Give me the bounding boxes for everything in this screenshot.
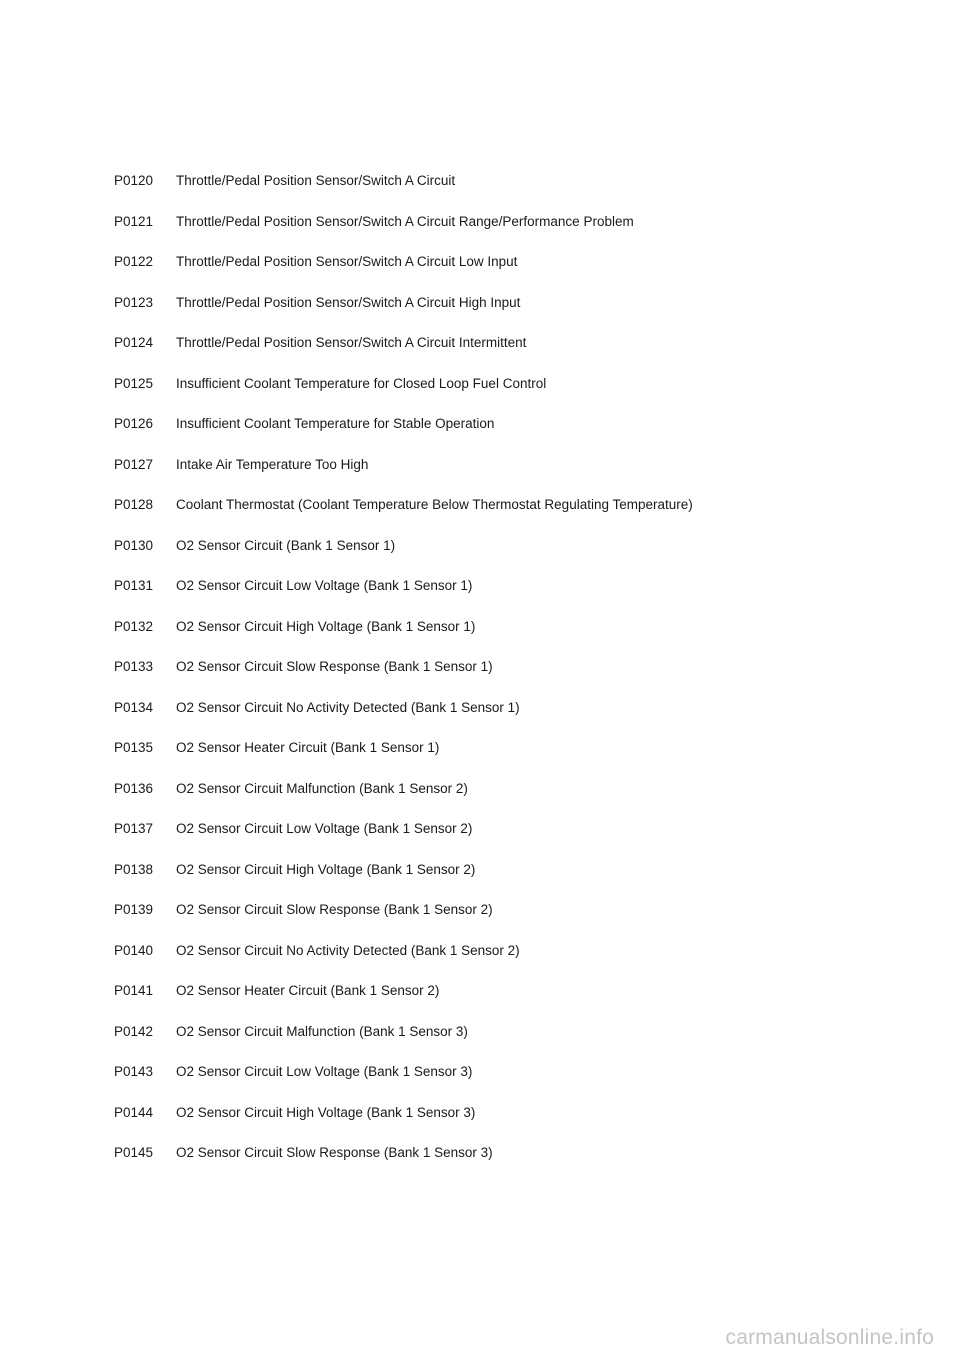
dtc-description: O2 Sensor Circuit Low Voltage (Bank 1 Sensor 3) <box>176 1064 473 1079</box>
dtc-code: P0124 <box>114 335 154 350</box>
dtc-code: P0138 <box>114 861 154 877</box>
dtc-code: P0139 <box>114 902 154 917</box>
list-item <box>114 940 874 981</box>
dtc-description: O2 Sensor Circuit (Bank 1 Sensor 1) <box>176 537 396 553</box>
dtc-code: P0130 <box>114 537 154 553</box>
dtc-code: P0142 <box>114 1023 154 1039</box>
dtc-description: Insufficient Coolant Temperature for Stable Operation <box>176 416 495 431</box>
dtc-code: P0132 <box>114 618 154 634</box>
list-item <box>114 818 874 859</box>
dtc-description: Coolant Thermostat (Coolant Temperature Below Thermostat Regulating Temperature) <box>176 497 693 512</box>
list-item <box>114 778 874 819</box>
dtc-description: O2 Sensor Circuit Malfunction (Bank 1 Sensor 3) <box>176 1023 468 1039</box>
list-item <box>114 454 874 495</box>
dtc-code: P0127 <box>114 456 154 472</box>
dtc-code: P0145 <box>114 1145 154 1160</box>
dtc-code-list <box>114 170 874 1183</box>
dtc-description: O2 Sensor Circuit Low Voltage (Bank 1 Sensor 2) <box>176 821 473 836</box>
dtc-code: P0143 <box>114 1064 154 1079</box>
dtc-description: O2 Sensor Circuit Slow Response (Bank 1 Sensor 2) <box>176 902 493 917</box>
list-item <box>114 859 874 900</box>
dtc-code: P0131 <box>114 578 154 593</box>
list-item <box>114 737 874 778</box>
list-item <box>114 616 874 657</box>
dtc-code: P0140 <box>114 942 154 958</box>
list-item <box>114 170 874 211</box>
dtc-code: P0126 <box>114 416 154 431</box>
list-item <box>114 899 874 940</box>
list-item <box>114 211 874 252</box>
dtc-code: P0136 <box>114 780 154 796</box>
list-item <box>114 1142 874 1183</box>
list-item <box>114 535 874 576</box>
list-item <box>114 332 874 373</box>
list-item <box>114 1021 874 1062</box>
dtc-code: P0122 <box>114 254 154 269</box>
dtc-code: P0137 <box>114 821 154 836</box>
dtc-description: O2 Sensor Heater Circuit (Bank 1 Sensor 2) <box>176 983 440 998</box>
dtc-code: P0125 <box>114 375 154 391</box>
dtc-description: Insufficient Coolant Temperature for Closed Loop Fuel Control <box>176 375 547 391</box>
dtc-description: O2 Sensor Circuit No Activity Detected (Bank 1 Sensor 1) <box>176 699 520 715</box>
dtc-description: O2 Sensor Heater Circuit (Bank 1 Sensor 1) <box>176 740 440 755</box>
list-item <box>114 980 874 1021</box>
dtc-description: Throttle/Pedal Position Sensor/Switch A Circuit High Input <box>176 294 521 310</box>
dtc-code: P0133 <box>114 659 154 674</box>
dtc-description: Throttle/Pedal Position Sensor/Switch A Circuit <box>176 173 456 188</box>
list-item <box>114 1102 874 1143</box>
dtc-description: Throttle/Pedal Position Sensor/Switch A Circuit Range/Performance Problem <box>176 213 634 229</box>
watermark-text: carmanualsonline.info <box>725 1326 934 1349</box>
dtc-code: P0144 <box>114 1104 154 1120</box>
list-item <box>114 1061 874 1102</box>
list-item <box>114 494 874 535</box>
dtc-code: P0128 <box>114 497 154 512</box>
dtc-description: Throttle/Pedal Position Sensor/Switch A Circuit Intermittent <box>176 335 527 350</box>
dtc-description: O2 Sensor Circuit Slow Response (Bank 1 Sensor 1) <box>176 659 493 674</box>
dtc-description: Intake Air Temperature Too High <box>176 456 369 472</box>
dtc-code: P0123 <box>114 294 154 310</box>
dtc-description: O2 Sensor Circuit High Voltage (Bank 1 Sensor 3) <box>176 1104 476 1120</box>
dtc-code: P0121 <box>114 213 154 229</box>
list-item <box>114 251 874 292</box>
list-item <box>114 292 874 333</box>
dtc-code: P0120 <box>114 173 154 188</box>
dtc-description: O2 Sensor Circuit No Activity Detected (Bank 1 Sensor 2) <box>176 942 520 958</box>
list-item <box>114 697 874 738</box>
list-item <box>114 413 874 454</box>
list-item <box>114 373 874 414</box>
dtc-code: P0141 <box>114 983 154 998</box>
dtc-code: P0134 <box>114 699 154 715</box>
dtc-description: Throttle/Pedal Position Sensor/Switch A Circuit Low Input <box>176 254 518 269</box>
dtc-code: P0135 <box>114 740 154 755</box>
list-item <box>114 656 874 697</box>
list-item <box>114 575 874 616</box>
dtc-description: O2 Sensor Circuit High Voltage (Bank 1 Sensor 2) <box>176 861 476 877</box>
dtc-description: O2 Sensor Circuit Low Voltage (Bank 1 Sensor 1) <box>176 578 473 593</box>
dtc-description: O2 Sensor Circuit Slow Response (Bank 1 Sensor 3) <box>176 1145 493 1160</box>
dtc-description: O2 Sensor Circuit High Voltage (Bank 1 Sensor 1) <box>176 618 476 634</box>
dtc-description: O2 Sensor Circuit Malfunction (Bank 1 Sensor 2) <box>176 780 468 796</box>
